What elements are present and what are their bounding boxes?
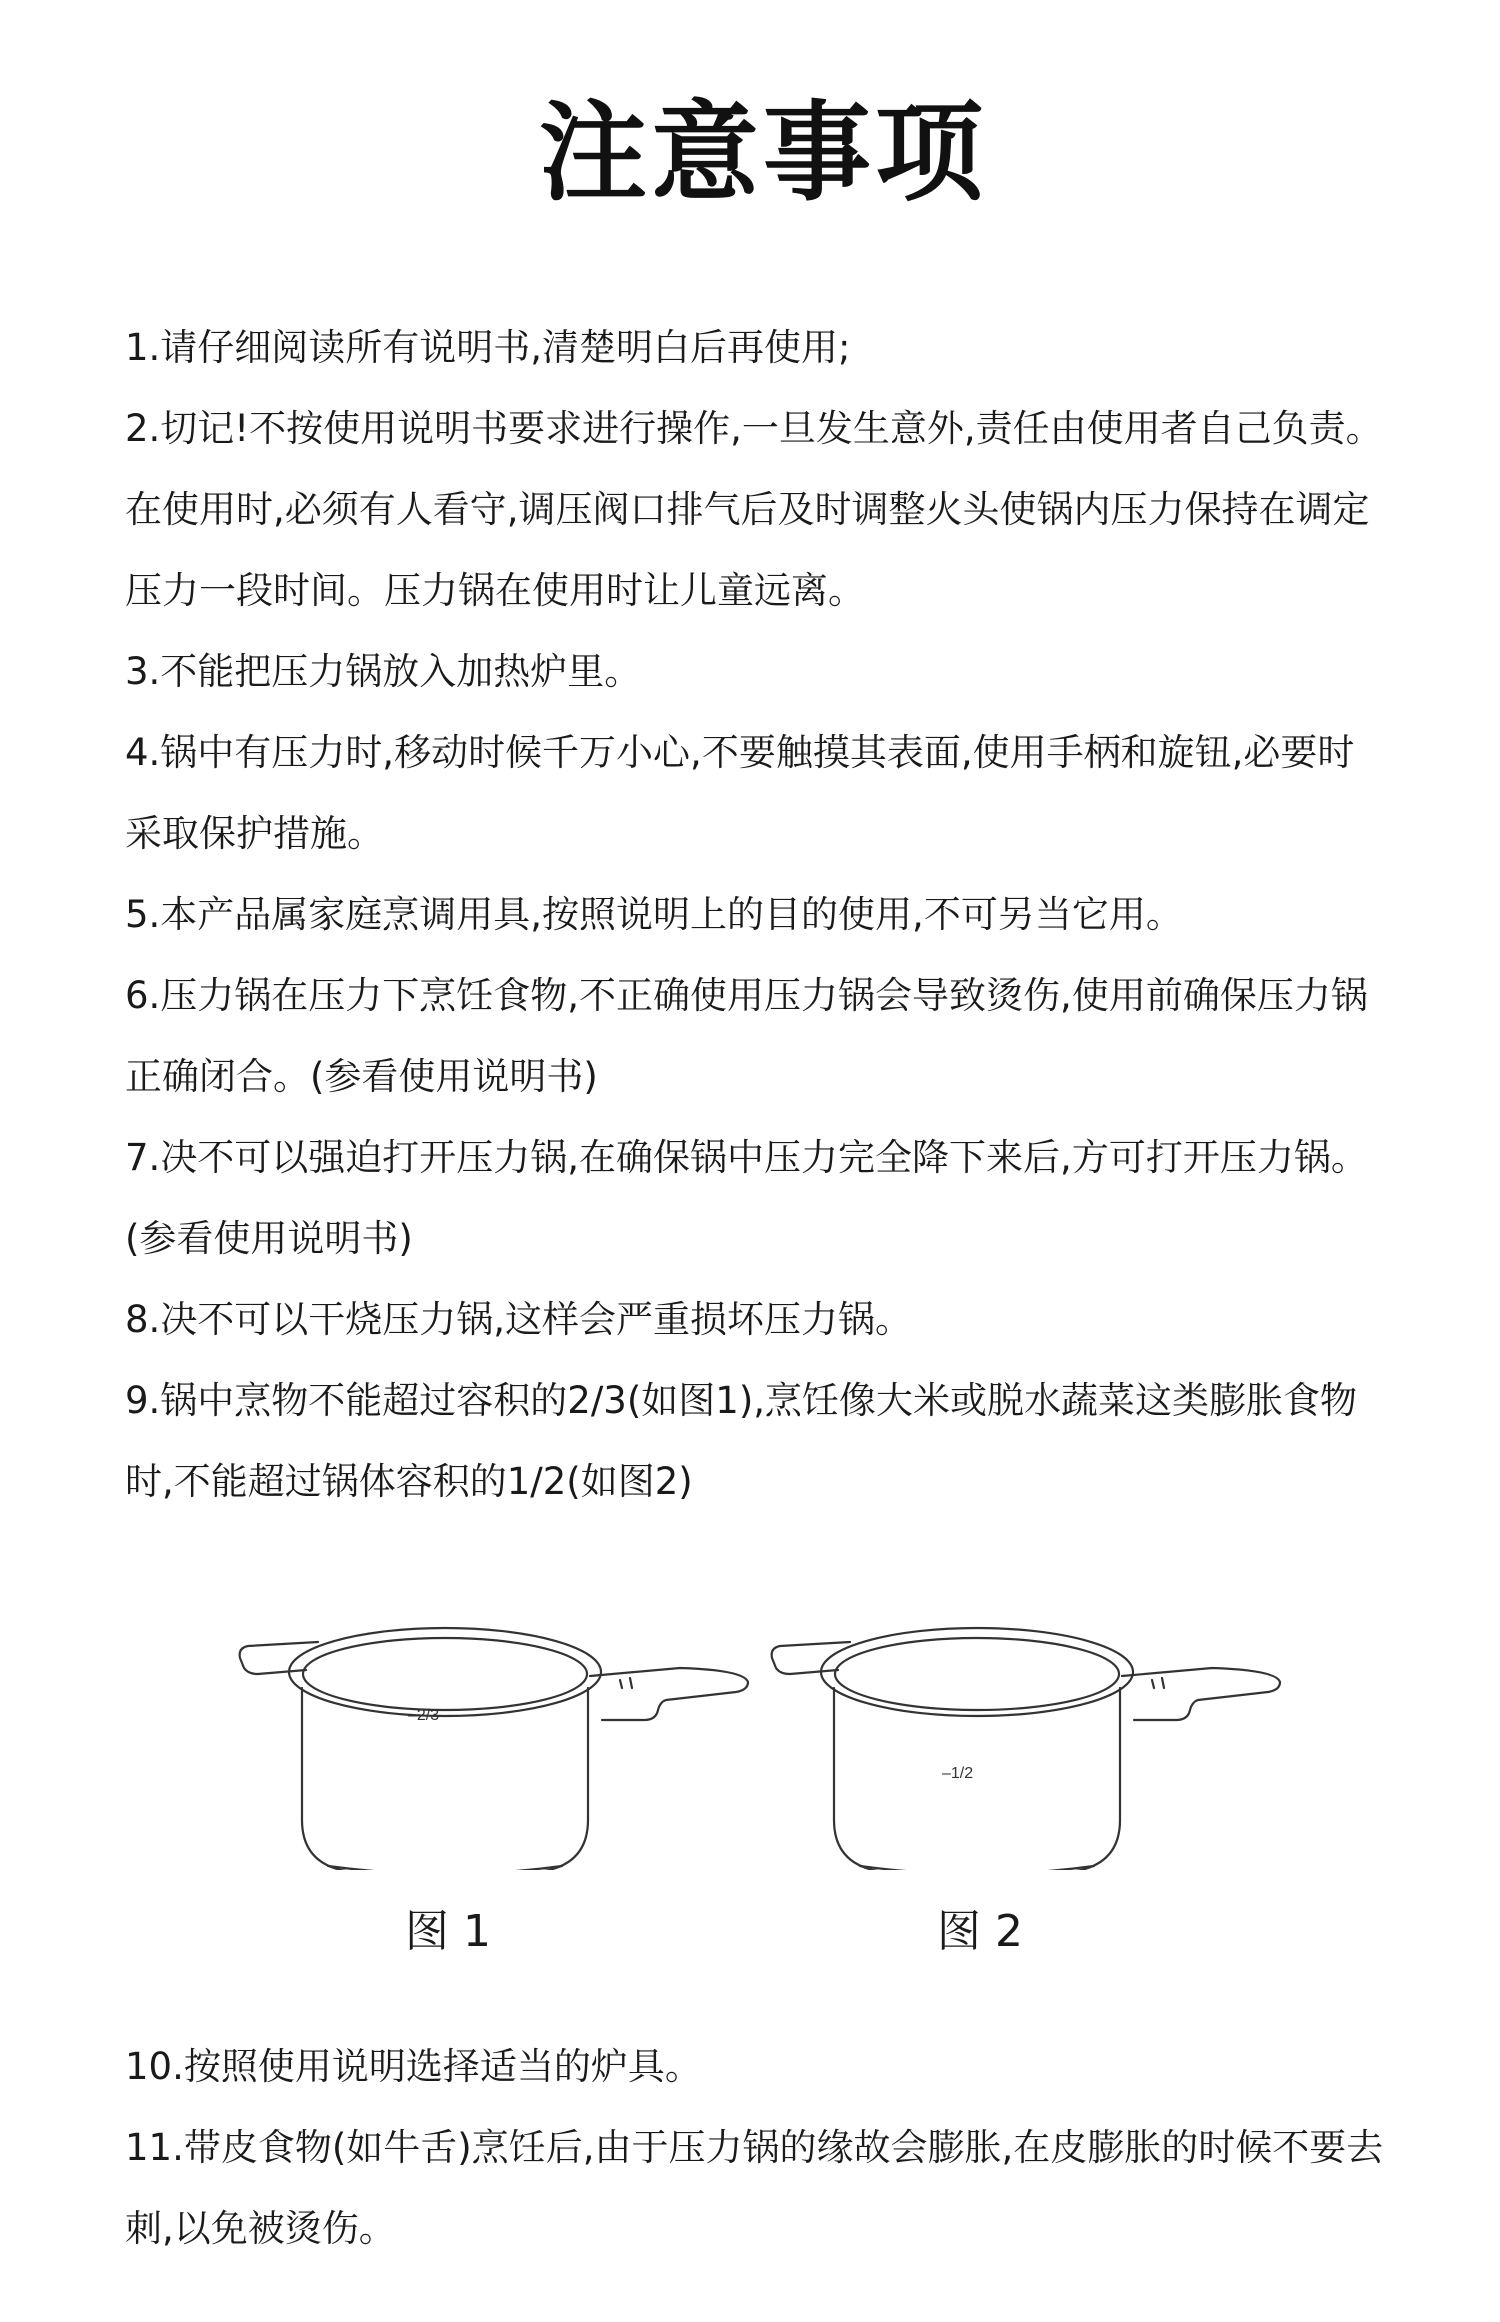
- figure-1: [230, 1570, 770, 1990]
- notice-line: 时,不能超过锅体容积的1/2(如图2): [125, 1460, 693, 1503]
- notice-line: (参看使用说明书): [125, 1217, 413, 1260]
- notice-line: 刺,以免被烫伤。: [125, 2207, 396, 2250]
- notice-line: 采取保护措施。: [125, 812, 384, 855]
- figure-area: [230, 1570, 1310, 1990]
- notice-line: 8.决不可以干烧压力锅,这样会严重损坏压力锅。: [125, 1298, 913, 1341]
- pressure-cooker-icon: [230, 1570, 770, 1870]
- fill-mark: –2/3: [408, 1707, 440, 1724]
- notice-item-8: [125, 1279, 1405, 1360]
- notice-line: 正确闭合。(参看使用说明书): [125, 1055, 598, 1098]
- notice-item-1: [125, 307, 1405, 388]
- figure-2: [762, 1570, 1302, 1990]
- pressure-cooker-icon: [762, 1570, 1302, 1870]
- notice-line: 在使用时,必须有人看守,调压阀口排气后及时调整火头使锅内压力保持在调定: [125, 488, 1370, 531]
- notice-item-11: [125, 2107, 1405, 2269]
- page-title: 注意事项: [538, 91, 987, 216]
- notice-item-4: [125, 712, 1405, 874]
- notice-line: 7.决不可以强迫打开压力锅,在确保锅中压力完全降下来后,方可打开压力锅。: [125, 1136, 1368, 1179]
- notice-item-6: [125, 955, 1405, 1117]
- notice-line: 10.按照使用说明选择适当的炉具。: [125, 2045, 702, 2088]
- notice-item-5: [125, 874, 1405, 955]
- notice-line: 9.锅中烹物不能超过容积的2/3(如图1),烹饪像大米或脱水蔬菜这类膨胀食物: [125, 1379, 1358, 1422]
- notice-item-9: [125, 1360, 1405, 1522]
- notice-item-10: [125, 2026, 1405, 2107]
- notice-line: 11.带皮食物(如牛舌)烹饪后,由于压力锅的缘故会膨胀,在皮膨胀的时候不要去: [125, 2126, 1384, 2169]
- figure-caption: 图 1: [405, 1906, 491, 1957]
- notice-line: 4.锅中有压力时,移动时候千万小心,不要触摸其表面,使用手柄和旋钮,必要时: [125, 731, 1355, 774]
- notice-line: 3.不能把压力锅放入加热炉里。: [125, 650, 642, 693]
- notice-item-7: [125, 1117, 1405, 1279]
- notice-item-2: [125, 388, 1405, 631]
- notice-line: 2.切记!不按使用说明书要求进行操作,一旦发生意外,责任由使用者自己负责。: [125, 407, 1383, 450]
- fill-mark: –1/2: [942, 1765, 974, 1782]
- notice-line: 5.本产品属家庭烹调用具,按照说明上的目的使用,不可另当它用。: [125, 893, 1183, 936]
- notice-line: 压力一段时间。压力锅在使用时让儿童远离。: [125, 569, 865, 612]
- notice-line: 6.压力锅在压力下烹饪食物,不正确使用压力锅会导致烫伤,使用前确保压力锅: [125, 974, 1368, 1017]
- figure-caption: 图 2: [937, 1906, 1023, 1957]
- notice-item-3: [125, 631, 1405, 712]
- notice-line: 1.请仔细阅读所有说明书,清楚明白后再使用;: [125, 326, 851, 369]
